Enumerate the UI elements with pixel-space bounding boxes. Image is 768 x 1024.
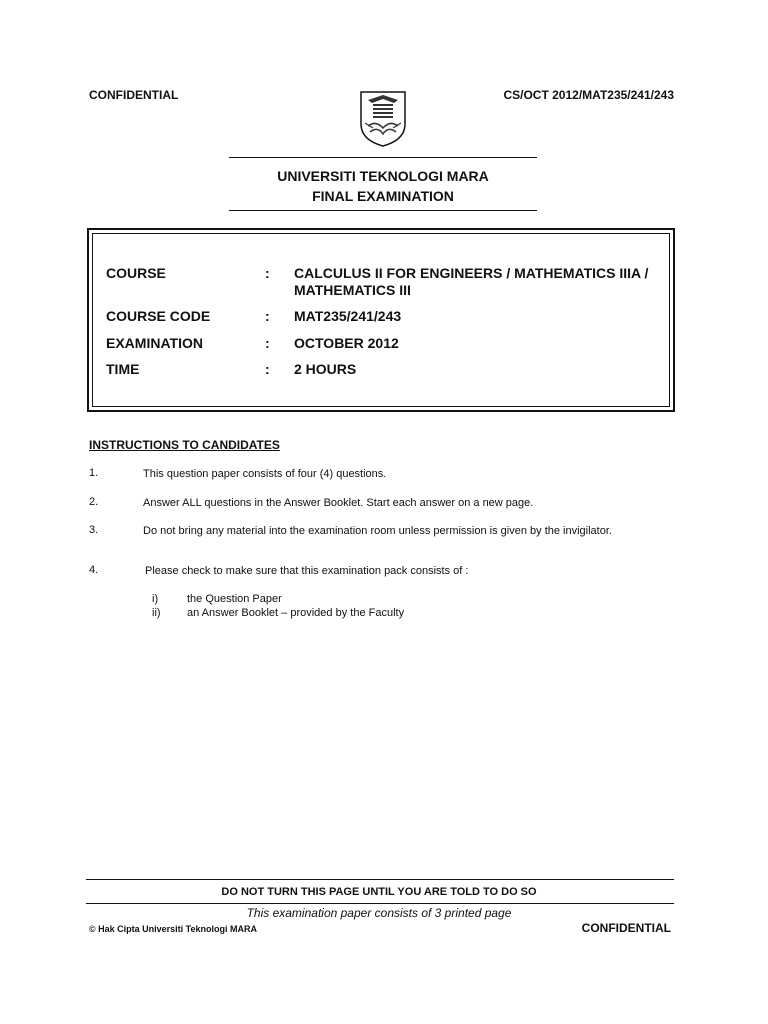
time-label: TIME <box>106 361 140 377</box>
instruction-number: 3. <box>89 524 99 536</box>
footer-warning: DO NOT TURN THIS PAGE UNTIL YOU ARE TOLD TO DO SO <box>221 886 537 898</box>
course-colon: : <box>265 265 270 281</box>
time-value: 2 HOURS <box>294 361 357 377</box>
course-value: CALCULUS II FOR ENGINEERS / MATHEMATICS IIIA / MATHEMATICS III <box>294 265 649 298</box>
subitem-number: i) <box>152 593 159 605</box>
title-bottom-rule <box>229 210 537 211</box>
instruction-number: 1. <box>89 467 99 479</box>
examination-colon: : <box>265 335 270 351</box>
exam-title: FINAL EXAMINATION <box>312 188 454 204</box>
examination-label: EXAMINATION <box>106 335 203 351</box>
university-crest-icon <box>358 90 408 148</box>
course-label: COURSE <box>106 265 166 281</box>
course-code-label: COURSE CODE <box>106 308 211 324</box>
subitem-text: the Question Paper <box>187 593 282 605</box>
instruction-text: This question paper consists of four (4) questions. <box>143 468 387 480</box>
copyright-notice: © Hak Cipta Universiti Teknologi MARA <box>89 924 257 934</box>
footer-page-note: This examination paper consists of 3 printed page <box>246 906 512 920</box>
subitem-text: an Answer Booklet – provided by the Faculty <box>187 607 405 619</box>
footer-top-rule <box>86 879 674 880</box>
course-code-colon: : <box>265 308 270 324</box>
footer-bottom-rule <box>86 903 674 904</box>
instruction-text: Answer ALL questions in the Answer Booklet. Start each answer on a new page. <box>143 497 534 509</box>
time-colon: : <box>265 361 270 377</box>
header-confidential: CONFIDENTIAL <box>89 88 179 102</box>
header-paper-code: CS/OCT 2012/MAT235/241/243 <box>503 88 674 102</box>
subitem-number: ii) <box>152 607 161 619</box>
footer-confidential: CONFIDENTIAL <box>581 921 671 935</box>
instruction-number: 4. <box>89 564 99 576</box>
instruction-number: 2. <box>89 496 99 508</box>
instruction-text: Do not bring any material into the examination room unless permission is given by the invigilator. <box>143 525 612 537</box>
instruction-text: Please check to make sure that this examination pack consists of : <box>145 565 469 577</box>
instructions-title: INSTRUCTIONS TO CANDIDATES <box>89 438 280 452</box>
university-name: UNIVERSITI TEKNOLOGI MARA <box>277 168 489 184</box>
examination-value: OCTOBER 2012 <box>294 335 399 351</box>
course-code-value: MAT235/241/243 <box>294 308 402 324</box>
title-top-rule <box>229 157 537 158</box>
